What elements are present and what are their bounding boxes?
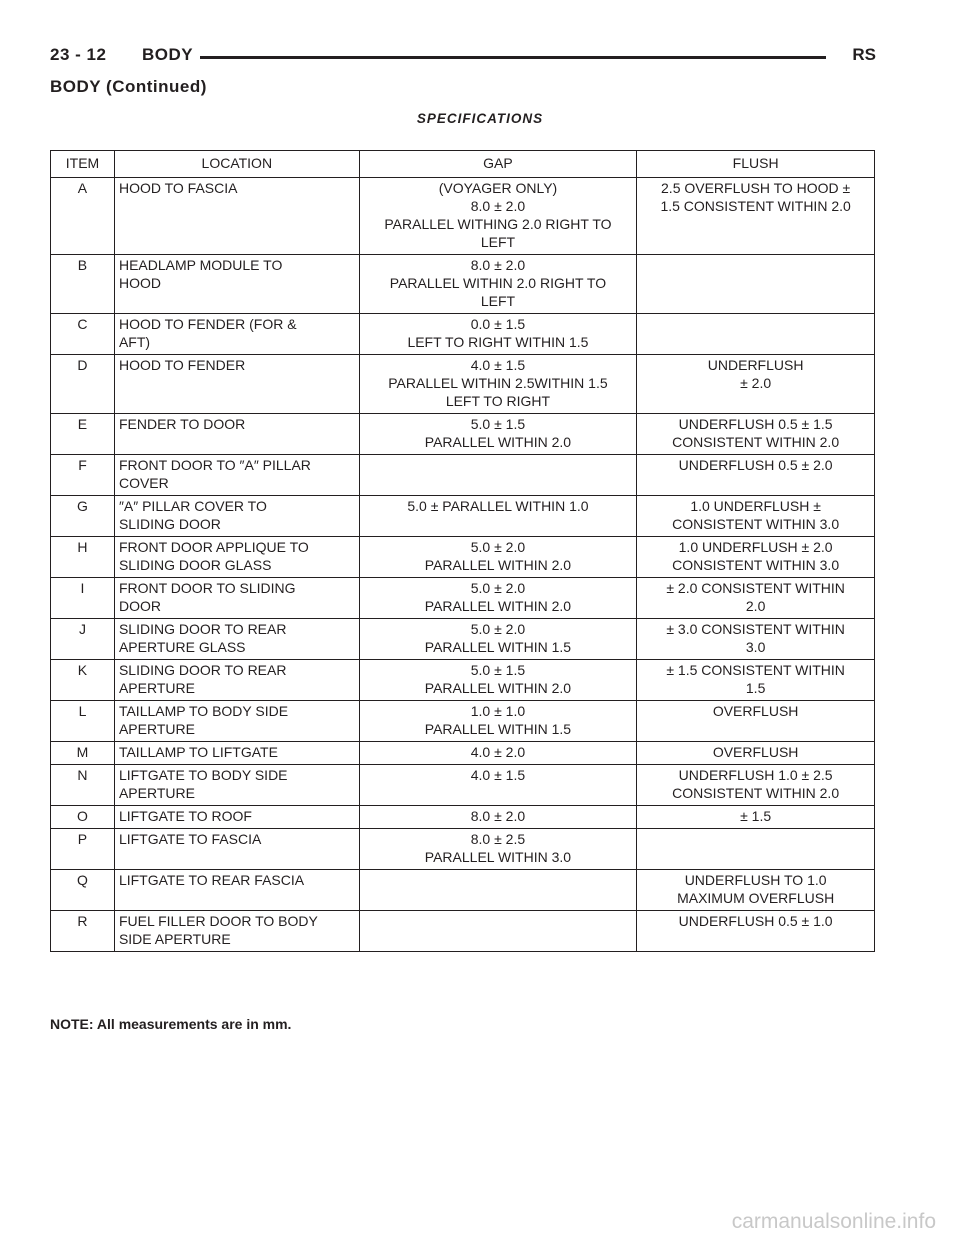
cell-gap: 8.0 ± 2.0 (359, 806, 637, 829)
table-row (51, 537, 875, 578)
cell-gap: 5.0 ± 1.5 PARALLEL WITHIN 2.0 (359, 660, 637, 701)
specifications-table-body (51, 178, 875, 952)
cell-item: H (51, 537, 115, 578)
table-row (51, 255, 875, 314)
table-row (51, 742, 875, 765)
cell-flush: UNDERFLUSH 0.5 ± 1.0 (637, 911, 875, 952)
column-header-flush: FLUSH (637, 151, 875, 178)
cell-gap: 5.0 ± PARALLEL WITHIN 1.0 (359, 496, 637, 537)
cell-gap: 1.0 ± 1.0 PARALLEL WITHIN 1.5 (359, 701, 637, 742)
cell-item: M (51, 742, 115, 765)
cell-gap: 5.0 ± 2.0 PARALLEL WITHIN 2.0 (359, 578, 637, 619)
cell-item: P (51, 829, 115, 870)
cell-location: TAILLAMP TO BODY SIDE APERTURE (114, 701, 359, 742)
cell-flush: 1.0 UNDERFLUSH ± 2.0 CONSISTENT WITHIN 3.0 (637, 537, 875, 578)
cell-flush: UNDERFLUSH ± 2.0 (637, 355, 875, 414)
measurement-note: NOTE: All measurements are in mm. (50, 1016, 292, 1032)
cell-gap: 5.0 ± 2.0 PARALLEL WITHIN 1.5 (359, 619, 637, 660)
table-row (51, 455, 875, 496)
cell-location: SLIDING DOOR TO REAR APERTURE GLASS (114, 619, 359, 660)
cell-gap: (VOYAGER ONLY) 8.0 ± 2.0 PARALLEL WITHING 2.0 RIGHT TO LEFT (359, 178, 637, 255)
cell-location: FENDER TO DOOR (114, 414, 359, 455)
header-rule (200, 56, 826, 59)
cell-item: E (51, 414, 115, 455)
cell-item: G (51, 496, 115, 537)
cell-item: C (51, 314, 115, 355)
cell-gap: 5.0 ± 1.5 PARALLEL WITHIN 2.0 (359, 414, 637, 455)
cell-location: LIFTGATE TO REAR FASCIA (114, 870, 359, 911)
cell-item: Q (51, 870, 115, 911)
cell-gap: 4.0 ± 2.0 (359, 742, 637, 765)
cell-item: I (51, 578, 115, 619)
cell-gap: 8.0 ± 2.5 PARALLEL WITHIN 3.0 (359, 829, 637, 870)
table-row (51, 701, 875, 742)
cell-item: D (51, 355, 115, 414)
cell-gap: 0.0 ± 1.5 LEFT TO RIGHT WITHIN 1.5 (359, 314, 637, 355)
column-header-item: ITEM (51, 151, 115, 178)
cell-flush: 1.0 UNDERFLUSH ± CONSISTENT WITHIN 3.0 (637, 496, 875, 537)
cell-flush: UNDERFLUSH 1.0 ± 2.5 CONSISTENT WITHIN 2.0 (637, 765, 875, 806)
table-row (51, 911, 875, 952)
cell-location: FUEL FILLER DOOR TO BODY SIDE APERTURE (114, 911, 359, 952)
cell-item: N (51, 765, 115, 806)
table-row (51, 496, 875, 537)
cell-location: TAILLAMP TO LIFTGATE (114, 742, 359, 765)
cell-location: FRONT DOOR APPLIQUE TO SLIDING DOOR GLASS (114, 537, 359, 578)
cell-flush: UNDERFLUSH 0.5 ± 2.0 (637, 455, 875, 496)
page-header (50, 43, 876, 73)
cell-flush: OVERFLUSH (637, 742, 875, 765)
cell-flush: ± 1.5 CONSISTENT WITHIN 1.5 (637, 660, 875, 701)
table-row (51, 806, 875, 829)
cell-location: FRONT DOOR TO ″A″ PILLAR COVER (114, 455, 359, 496)
cell-location: HOOD TO FENDER (114, 355, 359, 414)
cell-location: LIFTGATE TO FASCIA (114, 829, 359, 870)
cell-flush (637, 314, 875, 355)
cell-item: R (51, 911, 115, 952)
table-row (51, 355, 875, 414)
specifications-title: SPECIFICATIONS (416, 111, 544, 126)
table-row (51, 765, 875, 806)
table-row (51, 660, 875, 701)
column-header-gap: GAP (359, 151, 637, 178)
cell-gap: 5.0 ± 2.0 PARALLEL WITHIN 2.0 (359, 537, 637, 578)
cell-flush: 2.5 OVERFLUSH TO HOOD ± 1.5 CONSISTENT WITHIN 2.0 (637, 178, 875, 255)
cell-item: B (51, 255, 115, 314)
table-row (51, 619, 875, 660)
cell-item: A (51, 178, 115, 255)
table-row (51, 578, 875, 619)
cell-gap (359, 455, 637, 496)
cell-flush: UNDERFLUSH 0.5 ± 1.5 CONSISTENT WITHIN 2.0 (637, 414, 875, 455)
cell-gap (359, 911, 637, 952)
cell-location: FRONT DOOR TO SLIDING DOOR (114, 578, 359, 619)
cell-item: L (51, 701, 115, 742)
continued-heading: BODY (Continued) (50, 77, 207, 96)
cell-location: HOOD TO FASCIA (114, 178, 359, 255)
cell-item: J (51, 619, 115, 660)
cell-location: LIFTGATE TO ROOF (114, 806, 359, 829)
cell-location: HEADLAMP MODULE TO HOOD (114, 255, 359, 314)
cell-location: LIFTGATE TO BODY SIDE APERTURE (114, 765, 359, 806)
model-code: RS (852, 45, 876, 64)
table-row (51, 870, 875, 911)
cell-gap: 4.0 ± 1.5 (359, 765, 637, 806)
cell-flush: ± 1.5 (637, 806, 875, 829)
table-row (51, 178, 875, 255)
cell-flush: OVERFLUSH (637, 701, 875, 742)
cell-gap: 4.0 ± 1.5 PARALLEL WITHIN 2.5WITHIN 1.5 LEFT TO RIGHT (359, 355, 637, 414)
cell-gap (359, 870, 637, 911)
cell-flush: ± 2.0 CONSISTENT WITHIN 2.0 (637, 578, 875, 619)
section-title: BODY (142, 45, 194, 64)
column-header-location: LOCATION (114, 151, 359, 178)
specifications-table (50, 150, 875, 952)
table-row (51, 314, 875, 355)
cell-flush: ± 3.0 CONSISTENT WITHIN 3.0 (637, 619, 875, 660)
cell-location: ″A″ PILLAR COVER TO SLIDING DOOR (114, 496, 359, 537)
cell-flush (637, 255, 875, 314)
table-row (51, 414, 875, 455)
page-number: 23 - 12 (50, 45, 107, 64)
cell-location: HOOD TO FENDER (FOR & AFT) (114, 314, 359, 355)
watermark: carmanualsonline.info (731, 1210, 936, 1233)
table-row (51, 829, 875, 870)
cell-location: SLIDING DOOR TO REAR APERTURE (114, 660, 359, 701)
cell-item: K (51, 660, 115, 701)
cell-flush (637, 829, 875, 870)
cell-item: F (51, 455, 115, 496)
cell-flush: UNDERFLUSH TO 1.0 MAXIMUM OVERFLUSH (637, 870, 875, 911)
cell-item: O (51, 806, 115, 829)
cell-gap: 8.0 ± 2.0 PARALLEL WITHIN 2.0 RIGHT TO LEFT (359, 255, 637, 314)
table-header-row (51, 151, 875, 178)
